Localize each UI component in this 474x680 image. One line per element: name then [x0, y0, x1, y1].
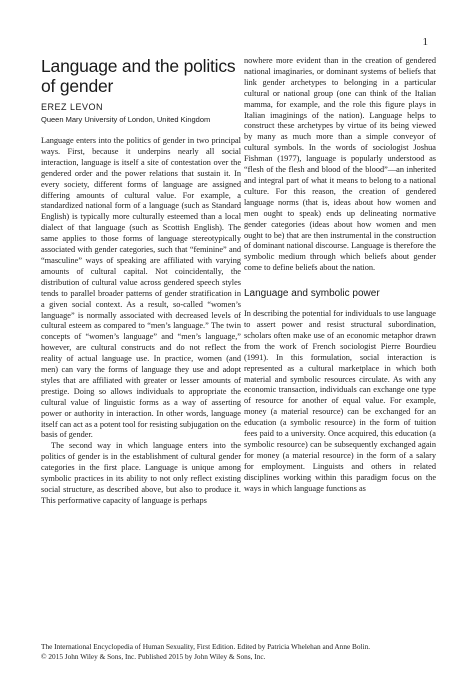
title-line-1: Language and the politics	[41, 56, 236, 76]
left-column	[41, 56, 241, 507]
body-paragraph-4: In describing the potential for individuals to use language to assert power and resist structural subordination, scholars often make use of an economic metaphor drawn from the work of French sociologist Pierre Bourdieu (1991). In this formulation, social interaction is represented as a cultural marketplace in which both material and symbolic resources circulate. As with any economic transaction, individuals can exchange one type of resource for another of equal value. For example, money (a material resource) can be exchanged for an education (a symbolic resource) in the form of tuition fees paid to a university. Once acquired, this education (a symbolic resource) can be subsequently exchanged again for money (a material resource) in the form of a salary for employment. Linguists and others in related disciplines working within this paradigm focus on the ways in which language functions as	[244, 309, 436, 493]
article-title	[41, 56, 241, 96]
section-heading: Language and symbolic power	[244, 288, 380, 300]
body-paragraph-3: nowhere more evident than in the creation of gendered national imaginaries, or dominant systems of beliefs that link gender archetypes to belonging in a particular cultural or national group (one can think of the Italian mamma, for example, and the role this figure plays in Italian imaginings of the nation). Language helps to construct these archetypes by virtue of its being viewed by many as much more than a simple conveyor of cultural symbols. In the words of sociologist Joshua Fishman (1977), language is popularly understood as “flesh of the flesh and blood of the blood”—an inherited and integral part of what it means to belong to a national culture. For this reason, the creation of gendered language norms (that is, ideas about how women and men ought to speak) ends up delineating normative gender categories (ideas about how women and men ought to be) that are then instrumental in the construction of dominant national discourse. Language is therefore the symbolic medium through which beliefs about gender come to define beliefs about the nation.	[244, 56, 436, 273]
body-paragraph-1: Language enters into the politics of gender in two principal ways. First, because it underpins nearly all social interaction, language is itself a site of contestation over the gendered order and the power relations that sustain it. In every society, different forms of language are assigned differing amounts of cultural value. For example, a standardized national form of a language (such as Standard English) is typically more culturally esteemed than a local dialect of that language (such as Scottish English). The same applies to those forms of language stereotypically associated with gender categories, such that “feminine” and “masculine” ways of speaking are affiliated with varying amounts of cultural capital. Not coincidentally, the distribution of cultural value across gendered speech styles tends to parallel broader patterns of gender stratification in a given social context. As a result, so-called “women’s language” is normally associated with decreased levels of cultural esteem as compared to “men’s language.” The twin concepts of “women’s language” and “men’s language,” however, are cultural constructs and do not reflect the reality of actual language use. In practice, women (and men) can vary the forms of language they use and adopt styles that are affiliated with greater or lesser amounts of prestige. Doing so allows individuals to appropriate the cultural value of linguistic forms as a way of asserting power or authority in interaction. In other words, language itself can act as a potent tool for resisting subjugation on the basis of gender.	[41, 136, 241, 440]
page-number: 1	[422, 36, 428, 48]
title-line-2: of gender	[41, 76, 114, 96]
author-name: EREZ LEVON	[41, 102, 104, 112]
right-column	[244, 56, 436, 495]
footer-citation: The International Encyclopedia of Human Sexuality, First Edition. Edited by Patricia Whelehan and Anne Bolin.	[41, 642, 371, 651]
copyright-footer	[41, 642, 436, 662]
author-affiliation: Queen Mary University of London, United Kingdom	[41, 115, 211, 124]
body-paragraph-2: The second way in which language enters into the politics of gender is in the establishment of cultural gender categories in the first place. Language is unique among symbolic practices in its ability to not only reflect existing social structure, as described above, but also to produce it. This performative capacity of language is perhaps	[41, 441, 241, 505]
footer-copyright: © 2015 John Wiley & Sons, Inc. Published 2015 by John Wiley & Sons, Inc.	[41, 652, 266, 661]
